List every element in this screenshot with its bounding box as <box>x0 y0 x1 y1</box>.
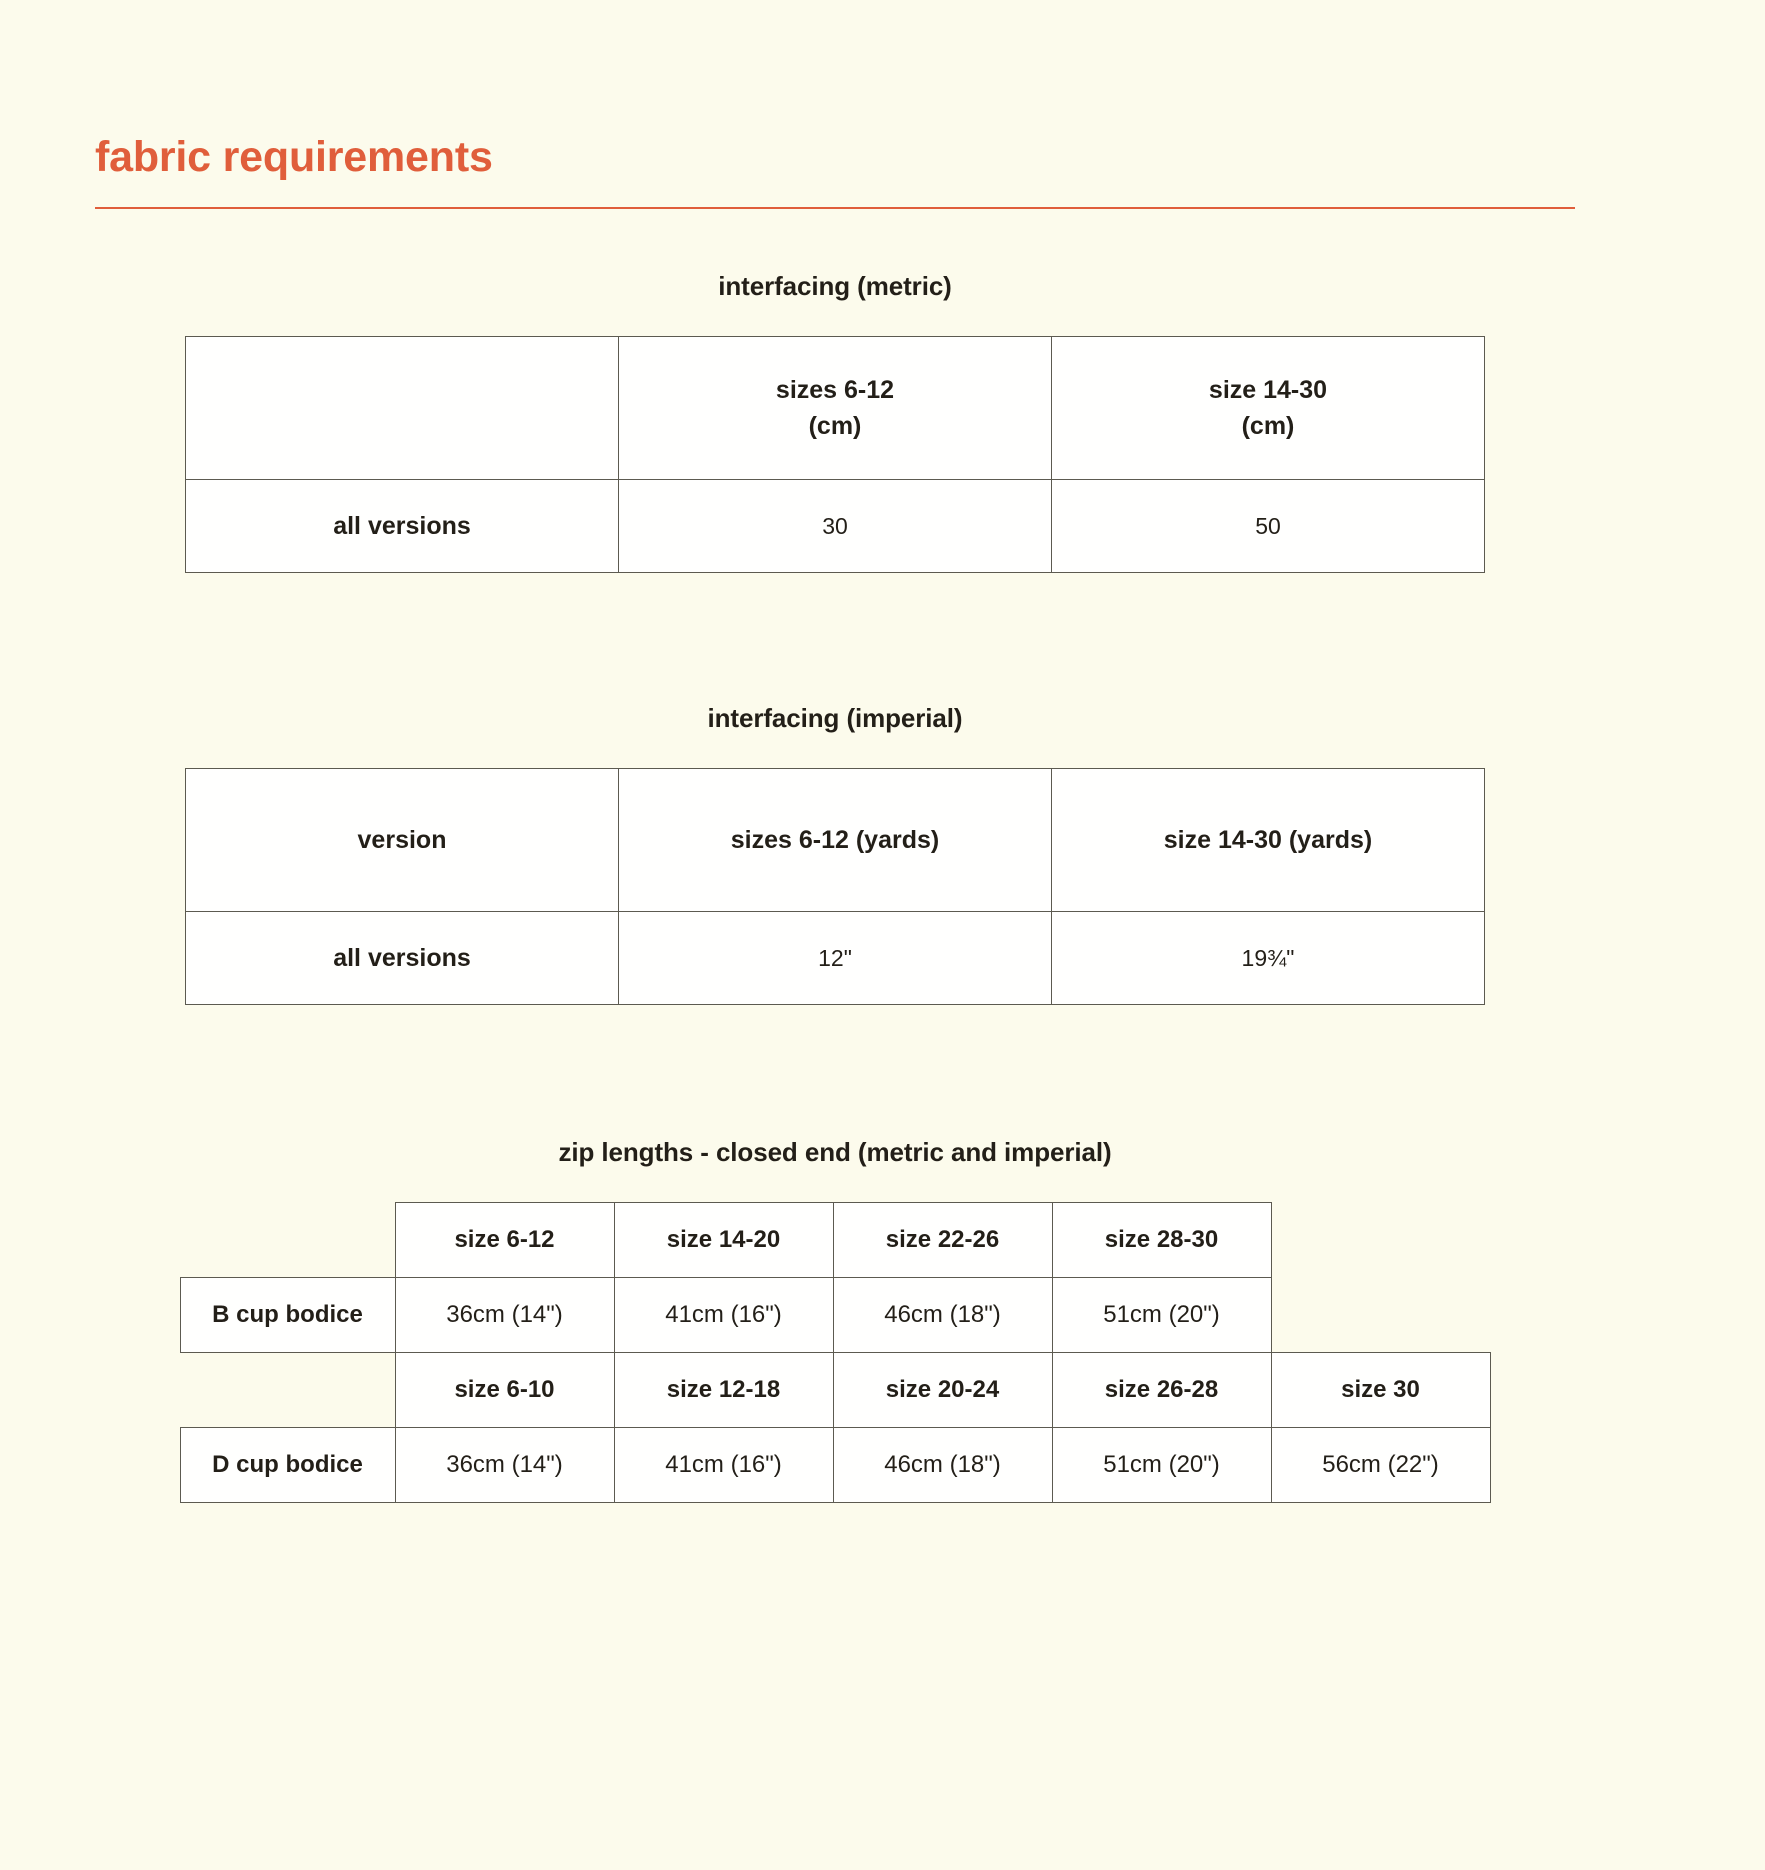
cell-all-versions-yards-14-30: 19¾" <box>1052 912 1485 1005</box>
table-caption-interfacing-metric: interfacing (metric) <box>718 271 952 301</box>
table-header-row <box>186 769 1485 912</box>
header-cell-version: version <box>186 769 619 912</box>
zip-lengths-block <box>95 1137 1575 1503</box>
table-row <box>186 912 1485 1005</box>
table-caption-interfacing-imperial: interfacing (imperial) <box>707 703 963 733</box>
header-cell-size-30: size 30 <box>1271 1353 1490 1428</box>
cell-b-cup-empty-trailing <box>1271 1278 1490 1353</box>
cell-d-cup-size-20-24: 46cm (18") <box>833 1428 1052 1503</box>
header-cell-size-20-24: size 20-24 <box>833 1353 1052 1428</box>
header-cell-sizes-6-12-yards: sizes 6-12 (yards) <box>619 769 1052 912</box>
header-cell-size-14-30-yards: size 14-30 (yards) <box>1052 769 1485 912</box>
cell-d-cup-size-30: 56cm (22") <box>1271 1428 1490 1503</box>
header-cell-blank <box>186 337 619 480</box>
header-line-1: sizes 6-12 <box>775 375 895 404</box>
table-interfacing-imperial <box>185 768 1485 1005</box>
page-title: fabric requirements <box>95 133 493 181</box>
cell-all-versions-yards-6-12: 12" <box>619 912 1052 1005</box>
cell-b-cup-size-22-26: 46cm (18") <box>833 1278 1052 1353</box>
table-header-row-b-cup <box>180 1203 1490 1278</box>
header-line-1: size 14-30 <box>1208 375 1328 404</box>
cell-all-versions-sizes-6-12: 30 <box>619 480 1052 573</box>
header-cell-size-6-10: size 6-10 <box>395 1353 614 1428</box>
header-cell-size-12-18: size 12-18 <box>614 1353 833 1428</box>
table-row-b-cup <box>180 1278 1490 1353</box>
header-cell-size-22-26: size 22-26 <box>833 1203 1052 1278</box>
table-interfacing-metric <box>185 336 1485 573</box>
table-zip-lengths <box>180 1202 1491 1503</box>
header-line-2: (cm) <box>808 412 862 440</box>
cell-b-cup-size-14-20: 41cm (16") <box>614 1278 833 1353</box>
row-label-all-versions: all versions <box>186 480 619 573</box>
cell-d-cup-size-12-18: 41cm (16") <box>614 1428 833 1503</box>
cell-b-cup-size-28-30: 51cm (20") <box>1052 1278 1271 1353</box>
row-label-all-versions: all versions <box>186 912 619 1005</box>
table-row-d-cup <box>180 1428 1490 1503</box>
interfacing-metric-block <box>95 271 1575 573</box>
table-row <box>186 480 1485 573</box>
header-cell-empty-trailing <box>1271 1203 1490 1278</box>
row-label-b-cup-bodice: B cup bodice <box>180 1278 395 1353</box>
table-caption-zip-lengths: zip lengths - closed end (metric and imperial) <box>558 1137 1112 1167</box>
header-cell-size-14-30 <box>1052 337 1485 480</box>
header-cell-size-6-12: size 6-12 <box>395 1203 614 1278</box>
interfacing-imperial-block <box>95 703 1575 1005</box>
header-cell-blank <box>180 1353 395 1428</box>
cell-d-cup-size-26-28: 51cm (20") <box>1052 1428 1271 1503</box>
header-cell-size-26-28: size 26-28 <box>1052 1353 1271 1428</box>
cell-b-cup-size-6-12: 36cm (14") <box>395 1278 614 1353</box>
header-cell-size-14-20: size 14-20 <box>614 1203 833 1278</box>
header-line-2: (cm) <box>1241 412 1295 440</box>
header-cell-sizes-6-12 <box>619 337 1052 480</box>
table-header-row <box>186 337 1485 480</box>
table-header-row-d-cup <box>180 1353 1490 1428</box>
row-label-d-cup-bodice: D cup bodice <box>180 1428 395 1503</box>
header-cell-size-28-30: size 28-30 <box>1052 1203 1271 1278</box>
cell-all-versions-size-14-30: 50 <box>1052 480 1485 573</box>
header-cell-blank <box>180 1203 395 1278</box>
cell-d-cup-size-6-10: 36cm (14") <box>395 1428 614 1503</box>
